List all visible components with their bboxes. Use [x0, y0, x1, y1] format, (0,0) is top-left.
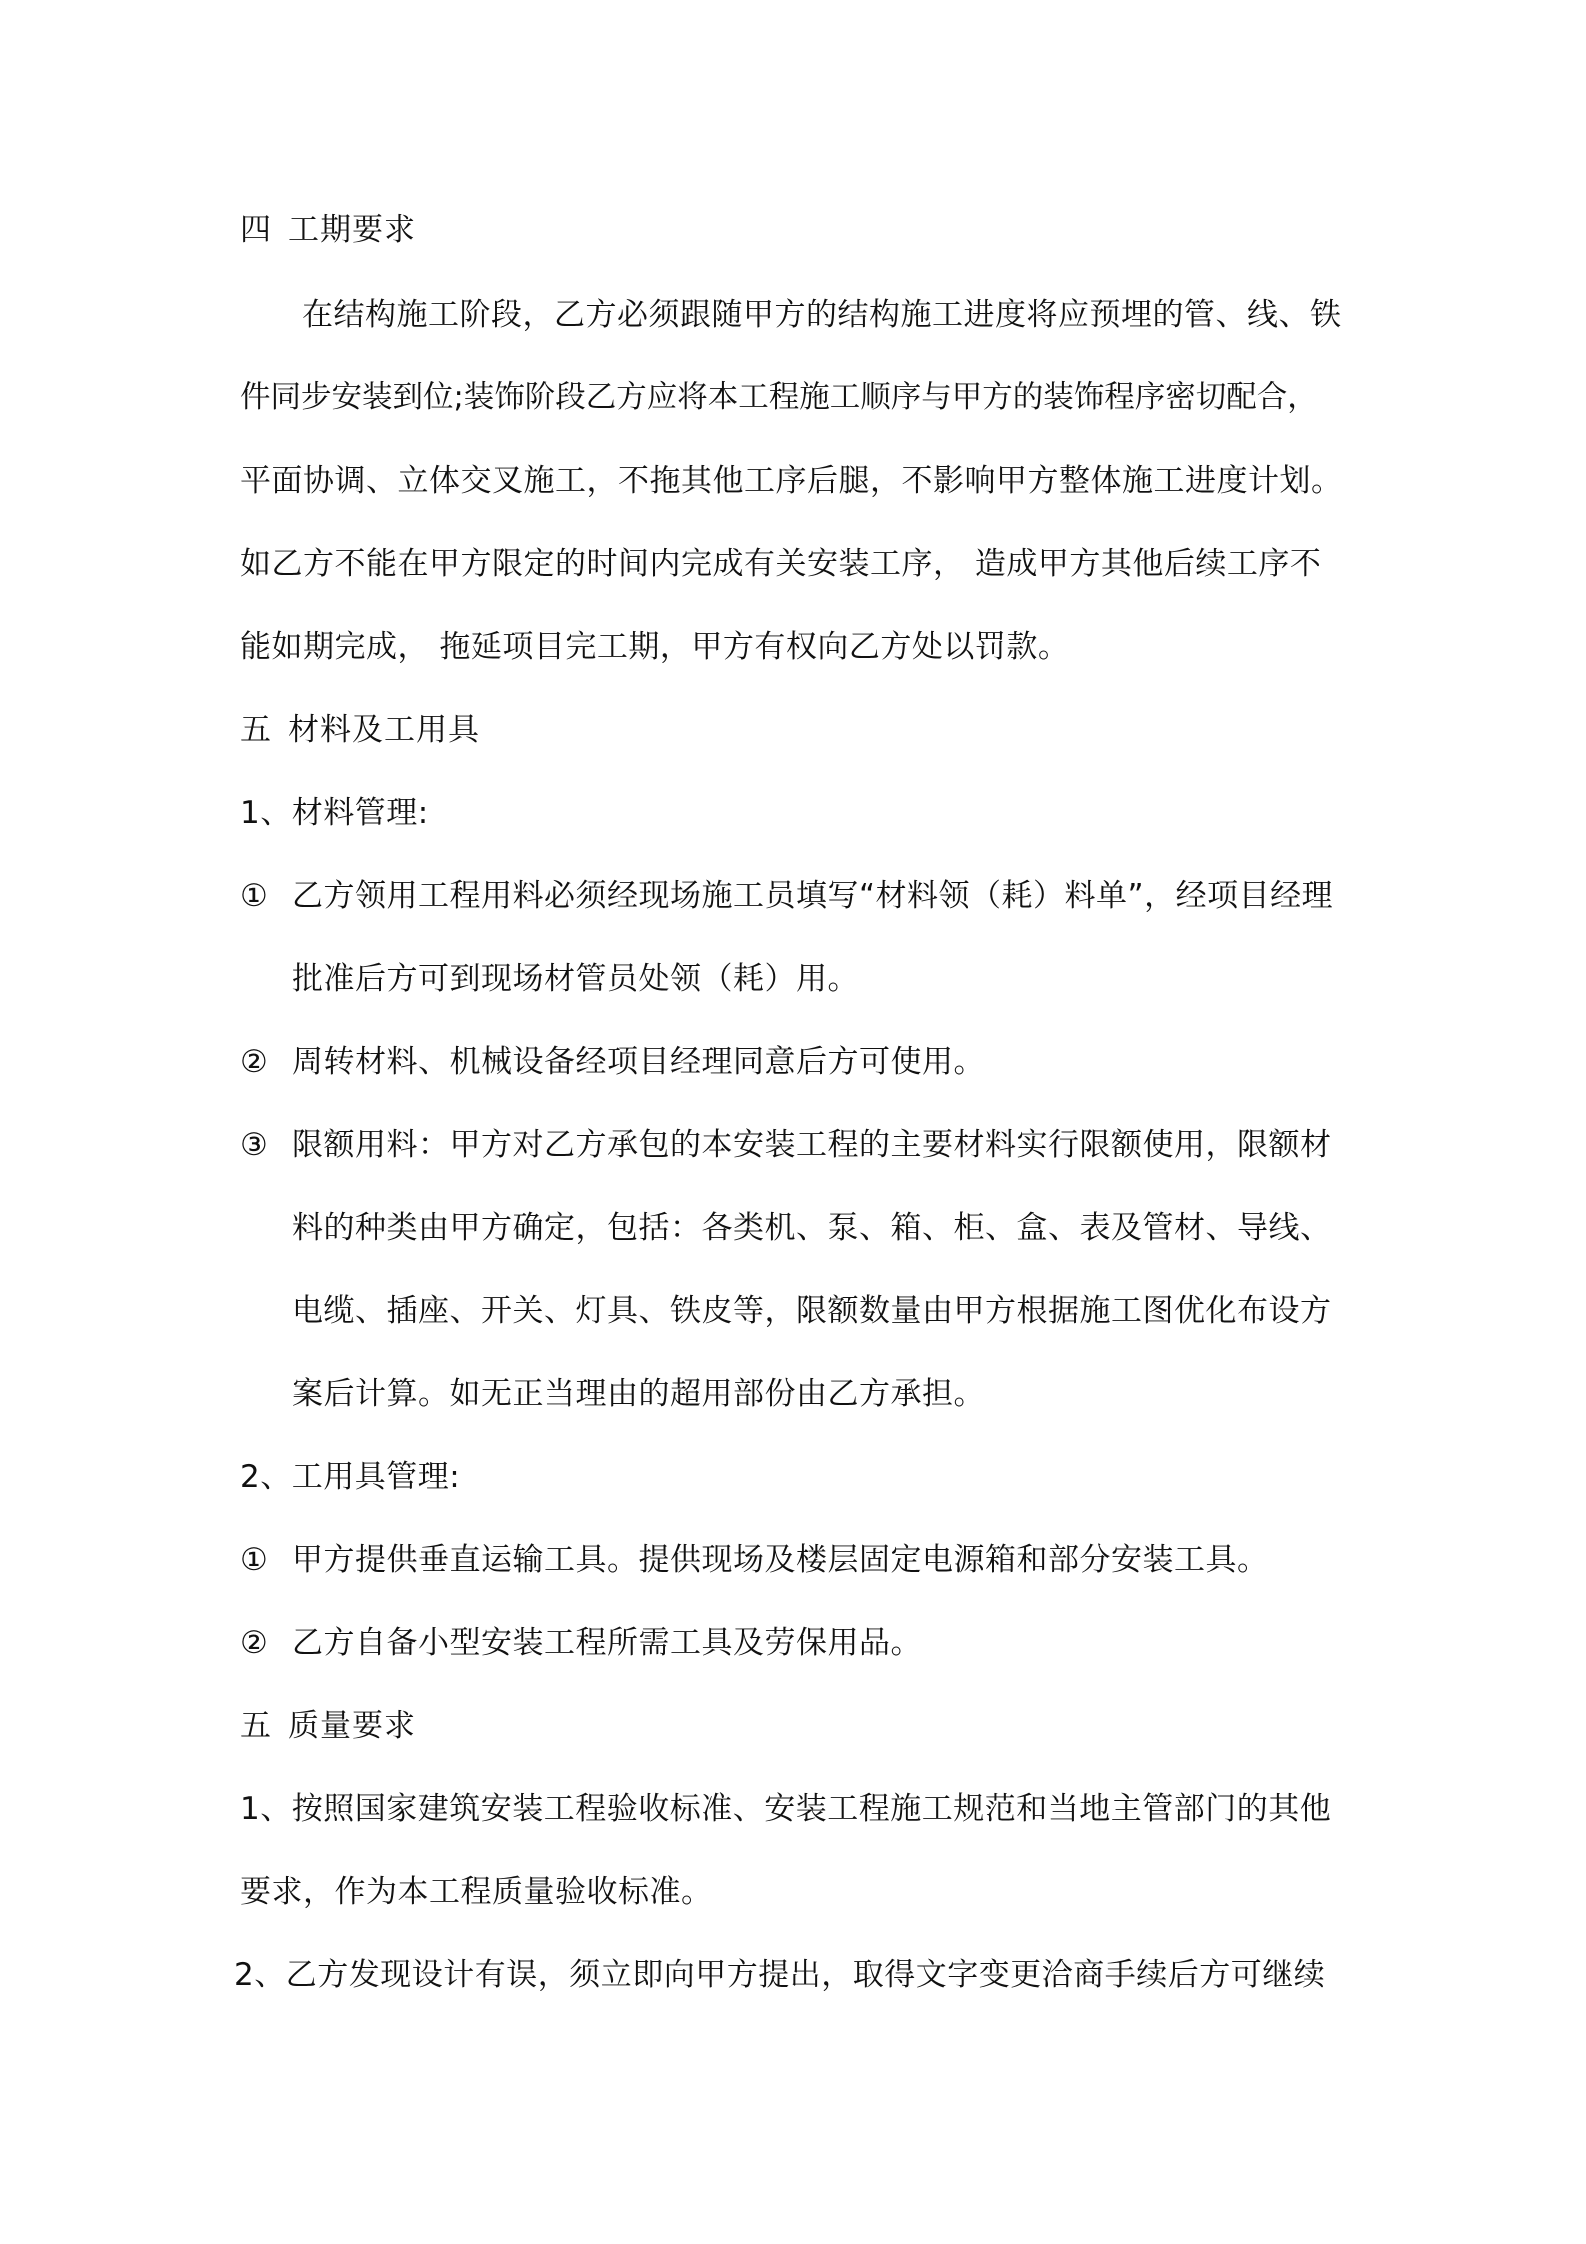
- list-item-continuation: 批准后方可到现场材管员处领（耗）用。: [292, 961, 859, 997]
- list-item-text: 乙方领用工程用料必须经现场施工员填写“材料领（耗）料单”，经项目经理: [292, 878, 1334, 914]
- paragraph-line: 件同步安装到位;装饰阶段乙方应将本工程施工顺序与甲方的装饰程序密切配合，: [240, 380, 1318, 415]
- paragraph-line: 2、乙方发现设计有误，须立即向甲方提出，取得文字变更洽商手续后方可继续: [234, 1957, 1326, 1993]
- list-item: [240, 1621, 922, 1665]
- list-item-text: 甲方提供垂直运输工具。提供现场及楼层固定电源箱和部分安装工具。: [292, 1542, 1269, 1578]
- list-item: [240, 1538, 1269, 1582]
- section-heading-quality: [240, 1704, 416, 1748]
- list-item-continuation: 案后计算。如无正当理由的超用部份由乙方承担。: [292, 1376, 985, 1412]
- list-item: [240, 874, 1333, 918]
- paragraph-line: 如乙方不能在甲方限定的时间内完成有关安装工序， 造成甲方其他后续工序不: [240, 546, 1322, 582]
- paragraph-line: 平面协调、立体交叉施工，不拖其他工序后腿，不影响甲方整体施工进度计划。: [240, 463, 1343, 499]
- section-title: 材料及工用具: [288, 712, 480, 748]
- section-number: 四: [240, 212, 272, 248]
- list-marker: ①: [240, 1542, 269, 1578]
- paragraph-line: 要求，作为本工程质量验收标准。: [240, 1874, 713, 1910]
- list-item-text: 限额用料：甲方对乙方承包的本安装工程的主要材料实行限额使用，限额材: [292, 1127, 1332, 1163]
- list-item-text: 乙方自备小型安装工程所需工具及劳保用品。: [292, 1625, 922, 1661]
- section-number: 五: [240, 1708, 272, 1744]
- list-item-continuation: 电缆、插座、开关、灯具、铁皮等，限额数量由甲方根据施工图优化布设方: [292, 1293, 1332, 1329]
- section-title: 质量要求: [288, 1708, 416, 1744]
- section-heading-materials: [240, 708, 480, 752]
- paragraph-line: 能如期完成， 拖延项目完工期，甲方有权向乙方处以罚款。: [240, 629, 1070, 665]
- list-marker: ①: [240, 878, 269, 914]
- list-marker: ②: [240, 1044, 269, 1080]
- subsection-heading-material-management: 1、材料管理:: [240, 795, 429, 831]
- section-heading-schedule: [240, 208, 416, 252]
- list-item: [240, 1040, 985, 1084]
- section-title: 工期要求: [288, 212, 416, 248]
- list-item-text: 周转材料、机械设备经项目经理同意后方可使用。: [292, 1044, 985, 1080]
- list-marker: ②: [240, 1625, 269, 1661]
- list-marker: ③: [240, 1127, 269, 1163]
- paragraph-line: 1、按照国家建筑安装工程验收标准、安装工程施工规范和当地主管部门的其他: [240, 1791, 1332, 1827]
- list-item-continuation: 料的种类由甲方确定，包括：各类机、泵、箱、柜、盒、表及管材、导线、: [292, 1210, 1332, 1246]
- paragraph-line: 在结构施工阶段，乙方必须跟随甲方的结构施工进度将应预埋的管、线、铁: [302, 297, 1342, 333]
- list-item: [240, 1123, 1332, 1167]
- subsection-heading-tool-management: 2、工用具管理:: [240, 1459, 461, 1495]
- section-number: 五: [240, 712, 272, 748]
